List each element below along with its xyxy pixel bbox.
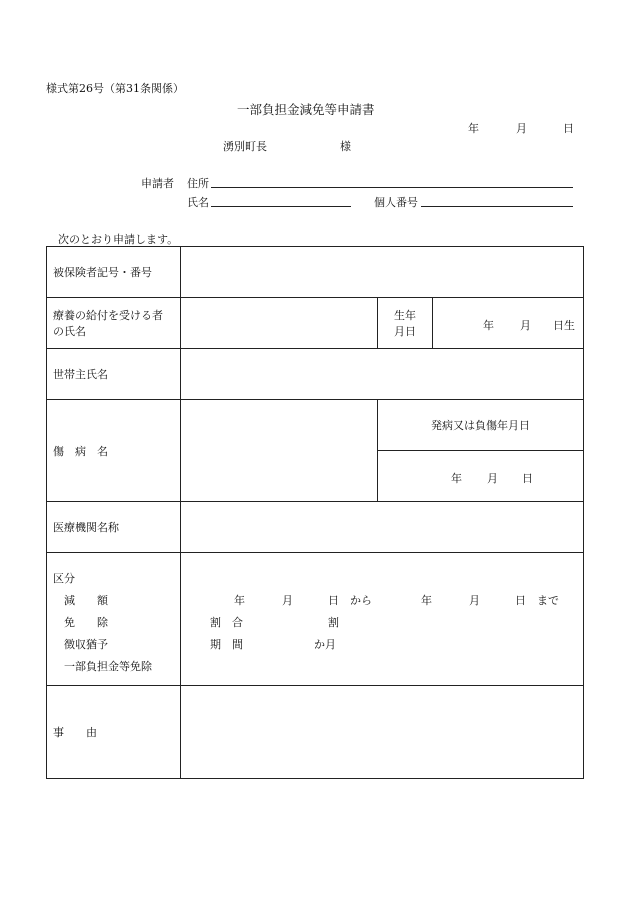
intro-text: 次のとおり申請します。 [58,233,179,246]
institution-row [47,502,584,553]
category-label: 区分 [53,572,75,585]
name-field[interactable] [211,206,351,207]
address-label: 住所 [187,177,209,190]
birth-date-label [378,298,433,349]
birth-label-line2: 月日 [394,325,416,338]
address-field[interactable] [211,187,573,188]
category-detail-field[interactable] [181,553,584,686]
personal-number-label: 個人番号 [374,196,418,209]
term-label: 期 間 [210,638,243,651]
birth-label-line1: 生年 [394,309,416,322]
period-until-text: まで [537,594,559,607]
household-head-label: 世帯主氏名 [47,349,181,400]
insured-number-label: 被保険者記号・番号 [47,247,181,298]
period-month-from: 月 [282,594,293,607]
institution-label: 医療機関名称 [47,502,181,553]
period-year-from: 年 [234,594,245,607]
date-month-label: 月 [516,122,527,135]
household-head-row [47,349,584,400]
applicant-label: 申請者 [141,177,174,190]
patient-name-label-line2: の氏名 [53,325,86,338]
illness-label: 傷 病 名 [47,400,181,502]
patient-row [47,298,584,349]
category-exemption[interactable]: 免 除 [64,616,108,629]
insured-number-row [47,247,584,298]
illness-field[interactable] [181,400,378,502]
date-day-label: 日 [563,122,574,135]
institution-field[interactable] [181,502,584,553]
period-day-from: 日 [328,594,339,607]
household-head-field[interactable] [181,349,584,400]
term-unit: か月 [314,638,336,651]
birth-year-label: 年 [483,319,494,332]
onset-year-label: 年 [451,472,462,485]
onset-month-label: 月 [487,472,498,485]
ratio-label: 割 合 [210,616,243,629]
form-number: 様式第26号（第31条関係） [46,82,184,95]
patient-name-label-line1: 療養の給付を受ける者 [53,309,163,322]
illness-row-top [47,400,584,451]
period-day-until: 日 [515,594,526,607]
patient-name-label [47,298,181,349]
insured-number-field[interactable] [181,247,584,298]
category-full-exemption[interactable]: 一部負担金等免除 [64,660,152,673]
honorific: 様 [340,140,351,153]
birth-day-label: 日生 [553,319,575,332]
addressee: 湧別町長 [223,140,267,153]
reason-label: 事 由 [47,686,181,779]
category-deferral[interactable]: 徴収猶予 [64,638,108,651]
document-title: 一部負担金減免等申請書 [237,102,375,117]
personal-number-field[interactable] [421,206,573,207]
application-form-table [46,246,584,779]
birth-month-label: 月 [520,319,531,332]
onset-date-label: 発病又は負傷年月日 [378,400,584,451]
category-cell [47,553,181,686]
category-row [47,553,584,686]
onset-day-label: 日 [522,472,533,485]
category-reduction[interactable]: 減 額 [64,594,108,607]
date-year-label: 年 [468,122,479,135]
ratio-unit: 割 [328,616,339,629]
period-year-until: 年 [421,594,432,607]
reason-row [47,686,584,779]
period-from-text: から [350,594,372,607]
name-label: 氏名 [187,196,209,209]
reason-field[interactable] [181,686,584,779]
period-month-until: 月 [469,594,480,607]
onset-date-field[interactable] [378,451,584,502]
patient-name-field[interactable] [181,298,378,349]
birth-date-field[interactable] [433,298,584,349]
